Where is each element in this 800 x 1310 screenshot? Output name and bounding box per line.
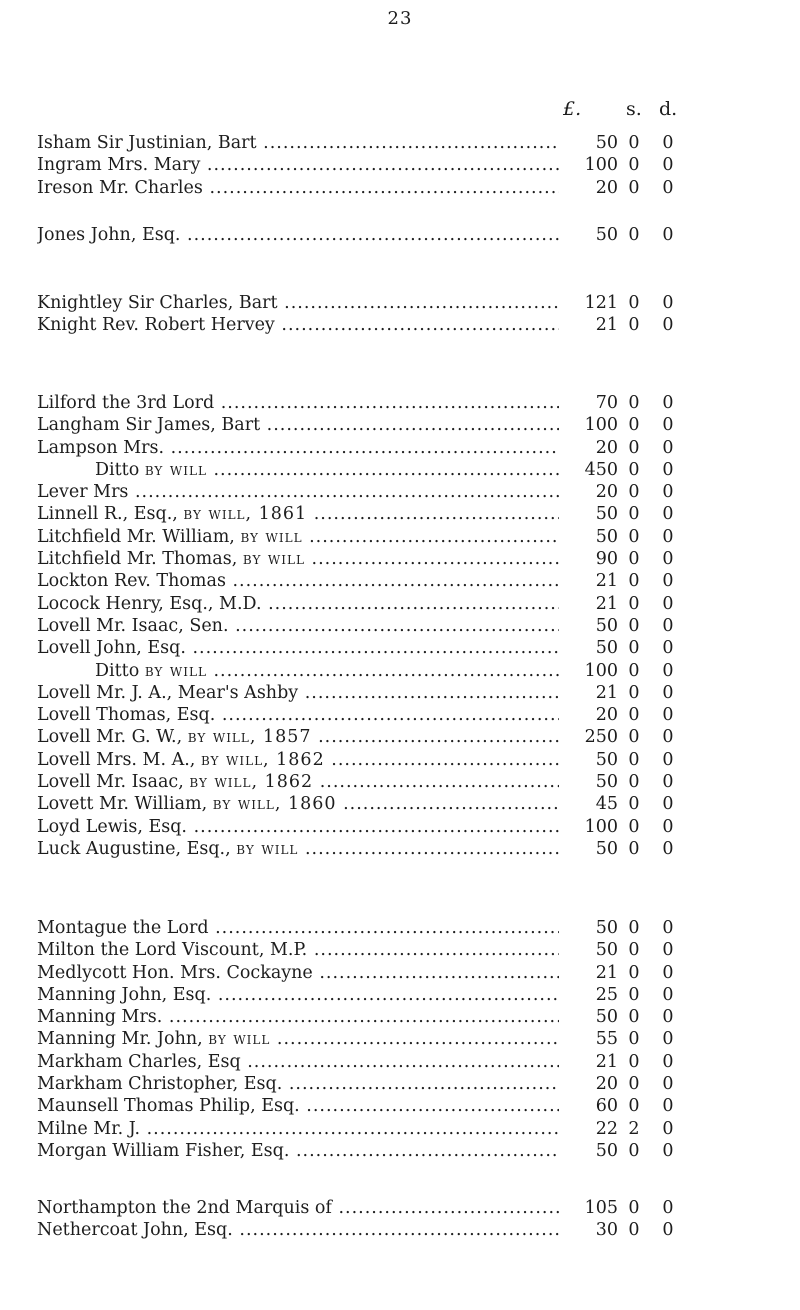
list-item xyxy=(37,917,737,939)
pence-amount: 0 xyxy=(662,1074,674,1095)
pounds-amount: 22 xyxy=(595,1118,618,1139)
pounds-amount: 50 xyxy=(595,504,618,525)
pounds-amount: 20 xyxy=(595,177,618,198)
subscriber-name-text: Montague the Lord xyxy=(37,918,209,938)
pounds-amount: 100 xyxy=(584,415,618,436)
pounds-amount: 50 xyxy=(595,638,618,659)
subscriber-name xyxy=(37,503,559,525)
list-item xyxy=(37,481,737,503)
subscriber-name-text: Lampson Mrs. xyxy=(37,437,165,458)
pence-amount: 0 xyxy=(662,727,674,748)
subscriber-name-text: Medlycott Hon. Mrs. Cockayne xyxy=(37,962,313,983)
subscriber-name xyxy=(37,962,559,984)
pence-amount: 0 xyxy=(662,177,674,198)
subscriber-name xyxy=(37,481,559,503)
subscriber-name-text: Ingram Mrs. Mary xyxy=(37,155,201,176)
pence-amount: 0 xyxy=(662,526,674,547)
subscriber-name xyxy=(37,682,559,704)
subscriber-name xyxy=(95,459,559,481)
list-section xyxy=(37,292,737,337)
currency-header xyxy=(0,98,800,122)
shillings-amount: 0 xyxy=(628,526,640,547)
shillings-amount: 0 xyxy=(628,293,640,313)
pounds-amount: 450 xyxy=(584,459,618,480)
list-item xyxy=(37,526,737,548)
shillings-amount: 0 xyxy=(628,705,640,726)
subscriber-name xyxy=(37,414,559,436)
pounds-amount: 21 xyxy=(595,315,618,336)
subscriber-name xyxy=(37,548,559,570)
shillings-amount: 0 xyxy=(628,315,640,336)
pence-amount: 0 xyxy=(662,504,674,525)
shillings-amount: 0 xyxy=(628,918,640,938)
shillings-amount: 0 xyxy=(628,660,640,681)
list-item xyxy=(37,437,737,459)
pounds-amount: 100 xyxy=(584,816,618,837)
shillings-amount: 0 xyxy=(628,772,640,793)
shillings-amount: 0 xyxy=(628,437,640,458)
subscriber-name xyxy=(37,615,559,637)
pounds-amount: 50 xyxy=(595,133,618,153)
shillings-amount: 2 xyxy=(628,1118,640,1139)
subscriber-name-text: Milton the Lord Viscount, M.P. xyxy=(37,940,308,961)
subscriber-name xyxy=(37,984,559,1006)
list-item xyxy=(37,1006,737,1028)
list-section xyxy=(37,917,737,1162)
subscriber-name xyxy=(37,917,559,939)
subscriber-name xyxy=(37,1118,559,1140)
subscriber-name xyxy=(37,132,559,154)
pence-amount: 0 xyxy=(662,984,674,1005)
pounds-amount: 20 xyxy=(595,1074,618,1095)
subscriber-name-text: Lovell John, Esq. xyxy=(37,638,186,659)
list-item xyxy=(37,939,737,961)
list-item xyxy=(37,570,737,592)
shillings-amount: 0 xyxy=(628,749,640,770)
shillings-amount: 0 xyxy=(628,393,640,413)
pence-amount: 0 xyxy=(662,293,674,313)
pence-amount: 0 xyxy=(662,1220,674,1241)
pounds-amount: 70 xyxy=(595,393,618,413)
pounds-amount: 50 xyxy=(595,940,618,961)
pence-amount: 0 xyxy=(662,615,674,636)
pounds-amount: 21 xyxy=(595,1051,618,1072)
list-item xyxy=(37,503,737,525)
shillings-amount: 0 xyxy=(628,1007,640,1028)
bequest-note: by will xyxy=(240,526,303,547)
pence-amount: 0 xyxy=(662,549,674,570)
bequest-note: by will xyxy=(144,660,207,681)
subscriber-name xyxy=(37,593,559,615)
pence-amount: 0 xyxy=(662,1007,674,1028)
subscriber-name-text: Knightley Sir Charles, Bart xyxy=(37,293,278,313)
subscriber-name-text: Ireson Mr. Charles xyxy=(37,177,203,198)
bequest-note: by will xyxy=(144,459,207,480)
bequest-note: by will xyxy=(242,549,305,570)
subscriber-name xyxy=(37,704,559,726)
shillings-amount: 0 xyxy=(628,133,640,153)
subscriber-name xyxy=(37,154,559,176)
shillings-amount: 0 xyxy=(628,682,640,703)
pounds-amount: 90 xyxy=(595,549,618,570)
pounds-amount: 50 xyxy=(595,526,618,547)
subscriber-name xyxy=(37,1051,559,1073)
pence-amount: 0 xyxy=(662,1118,674,1139)
subscriber-name-text: Lever Mrs xyxy=(37,482,129,503)
subscriber-name xyxy=(37,292,559,314)
shillings-amount: 0 xyxy=(628,962,640,983)
subscriber-name xyxy=(37,1006,559,1028)
bequest-note: by will, 1861 xyxy=(183,504,308,525)
subscriber-name xyxy=(37,224,559,246)
list-item xyxy=(37,771,737,793)
pounds-amount: 60 xyxy=(595,1096,618,1117)
subscriber-name xyxy=(37,314,559,336)
subscriber-name-text: Jones John, Esq. xyxy=(37,225,181,245)
pounds-amount: 100 xyxy=(584,660,618,681)
subscriber-name-text: Litchfield Mr. William, xyxy=(37,526,235,547)
pounds-column-header: £. xyxy=(563,98,582,120)
pence-amount: 0 xyxy=(662,1198,674,1218)
subscriber-name-text: Lilford the 3rd Lord xyxy=(37,393,215,413)
subscriber-name xyxy=(37,570,559,592)
subscriber-name xyxy=(37,749,559,771)
pounds-amount: 50 xyxy=(595,772,618,793)
pence-amount: 0 xyxy=(662,918,674,938)
subscriber-name-text: Nethercoat John, Esq. xyxy=(37,1220,233,1241)
subscriber-name-text: Morgan William Fisher, Esq. xyxy=(37,1140,290,1161)
bequest-note: by will xyxy=(236,838,299,859)
pounds-amount: 25 xyxy=(595,984,618,1005)
list-section xyxy=(37,1197,737,1242)
pence-amount: 0 xyxy=(662,749,674,770)
list-item xyxy=(37,749,737,771)
shillings-amount: 0 xyxy=(628,1096,640,1117)
list-item xyxy=(37,314,737,336)
list-item xyxy=(37,615,737,637)
bequest-note: by will, 1862 xyxy=(200,749,325,770)
pounds-amount: 250 xyxy=(584,727,618,748)
subscriber-name xyxy=(37,816,559,838)
pence-amount: 0 xyxy=(662,393,674,413)
subscriber-name xyxy=(37,1028,559,1050)
subscriber-name-text: Ditto xyxy=(95,660,140,681)
list-section xyxy=(37,132,737,199)
pounds-amount: 20 xyxy=(595,705,618,726)
pounds-amount: 50 xyxy=(595,838,618,859)
pounds-amount: 21 xyxy=(595,593,618,614)
list-item xyxy=(37,224,737,246)
subscriber-name-text: Linnell R., Esq., xyxy=(37,504,178,525)
shillings-amount: 0 xyxy=(628,1051,640,1072)
list-item xyxy=(37,962,737,984)
subscriber-name-text: Knight Rev. Robert Hervey xyxy=(37,315,275,336)
subscriber-name xyxy=(37,1073,559,1095)
subscriber-name-text: Lovett Mr. William, xyxy=(37,794,208,815)
shillings-amount: 0 xyxy=(628,155,640,176)
shillings-amount: 0 xyxy=(628,794,640,815)
subscriber-name-text: Lovell Mr. G. W., xyxy=(37,727,183,748)
subscriber-name xyxy=(37,939,559,961)
subscriber-name-text: Langham Sir James, Bart xyxy=(37,415,261,436)
list-item xyxy=(37,593,737,615)
pounds-amount: 50 xyxy=(595,1140,618,1161)
shillings-amount: 0 xyxy=(628,504,640,525)
pounds-amount: 55 xyxy=(595,1029,618,1050)
list-section xyxy=(37,224,737,246)
pence-amount: 0 xyxy=(662,1029,674,1050)
list-item xyxy=(37,726,737,748)
shillings-amount: 0 xyxy=(628,549,640,570)
pence-amount: 0 xyxy=(662,772,674,793)
pence-amount: 0 xyxy=(662,225,674,245)
page-number: 23 xyxy=(387,8,413,29)
shillings-amount: 0 xyxy=(628,459,640,480)
subscriber-name xyxy=(37,771,559,793)
list-item xyxy=(37,177,737,199)
subscriber-name-text: Lovell Mr. Isaac, Sen. xyxy=(37,615,229,636)
shillings-amount: 0 xyxy=(628,415,640,436)
list-item xyxy=(37,414,737,436)
subscriber-name-text: Lovell Mrs. M. A., xyxy=(37,749,196,770)
shillings-amount: 0 xyxy=(628,816,640,837)
subscriber-name-text: Litchfield Mr. Thomas, xyxy=(37,549,238,570)
pence-amount: 0 xyxy=(662,482,674,503)
subscriber-name xyxy=(37,177,559,199)
pence-amount: 0 xyxy=(662,705,674,726)
list-item xyxy=(37,637,737,659)
shillings-column-header: s. xyxy=(626,98,642,120)
shillings-amount: 0 xyxy=(628,984,640,1005)
pence-amount: 0 xyxy=(662,682,674,703)
pence-amount: 0 xyxy=(662,838,674,859)
shillings-amount: 0 xyxy=(628,940,640,961)
pence-amount: 0 xyxy=(662,1140,674,1161)
subscriber-name-text: Isham Sir Justinian, Bart xyxy=(37,133,257,153)
pence-amount: 0 xyxy=(662,459,674,480)
shillings-amount: 0 xyxy=(628,615,640,636)
list-item xyxy=(37,1095,737,1117)
subscriber-name-text: Manning Mrs. xyxy=(37,1007,163,1028)
subscriber-name-text: Markham Charles, Esq xyxy=(37,1051,241,1072)
list-item xyxy=(37,1197,737,1219)
pence-amount: 0 xyxy=(662,315,674,336)
pounds-amount: 105 xyxy=(584,1198,618,1218)
shillings-amount: 0 xyxy=(628,838,640,859)
list-item xyxy=(37,459,737,481)
list-item xyxy=(37,1140,737,1162)
subscriber-name xyxy=(37,726,559,748)
list-item xyxy=(37,1219,737,1241)
list-item xyxy=(37,1073,737,1095)
pence-amount: 0 xyxy=(662,962,674,983)
pounds-amount: 21 xyxy=(595,962,618,983)
pounds-amount: 100 xyxy=(584,155,618,176)
list-item xyxy=(37,292,737,314)
pence-amount: 0 xyxy=(662,660,674,681)
shillings-amount: 0 xyxy=(628,1198,640,1218)
shillings-amount: 0 xyxy=(628,225,640,245)
subscriber-name-text: Manning Mr. John, xyxy=(37,1029,203,1050)
pounds-amount: 20 xyxy=(595,437,618,458)
subscriber-name xyxy=(37,1140,559,1162)
subscriber-name-text: Lovell Mr. J. A., Mear's Ashby xyxy=(37,682,299,703)
bequest-note: by will, 1857 xyxy=(187,727,312,748)
list-item xyxy=(37,682,737,704)
shillings-amount: 0 xyxy=(628,482,640,503)
subscriber-name-text: Ditto xyxy=(95,459,140,480)
pence-amount: 0 xyxy=(662,571,674,592)
subscriber-name-text: Northampton the 2nd Marquis of xyxy=(37,1198,332,1218)
shillings-amount: 0 xyxy=(628,1140,640,1161)
shillings-amount: 0 xyxy=(628,177,640,198)
pounds-amount: 21 xyxy=(595,682,618,703)
shillings-amount: 0 xyxy=(628,593,640,614)
pounds-amount: 50 xyxy=(595,1007,618,1028)
list-item xyxy=(37,984,737,1006)
pounds-amount: 50 xyxy=(595,749,618,770)
subscriber-name xyxy=(37,1197,559,1219)
list-item xyxy=(37,838,737,860)
subscriber-name-text: Loyd Lewis, Esq. xyxy=(37,816,187,837)
list-item xyxy=(37,704,737,726)
pounds-amount: 21 xyxy=(595,571,618,592)
bequest-note: by will, 1862 xyxy=(189,772,314,793)
subscriber-name-text: Locock Henry, Esq., M.D. xyxy=(37,593,262,614)
pence-amount: 0 xyxy=(662,437,674,458)
list-item xyxy=(37,793,737,815)
shillings-amount: 0 xyxy=(628,638,640,659)
subscriber-name xyxy=(37,637,559,659)
subscriber-name-text: Maunsell Thomas Philip, Esq. xyxy=(37,1096,300,1117)
list-item xyxy=(37,392,737,414)
list-item xyxy=(37,1028,737,1050)
subscriber-name xyxy=(37,437,559,459)
pounds-amount: 50 xyxy=(595,225,618,245)
pounds-amount: 20 xyxy=(595,482,618,503)
subscriber-name-text: Lockton Rev. Thomas xyxy=(37,571,226,592)
list-item xyxy=(37,1051,737,1073)
shillings-amount: 0 xyxy=(628,1220,640,1241)
pounds-amount: 30 xyxy=(595,1220,618,1241)
shillings-amount: 0 xyxy=(628,571,640,592)
list-item xyxy=(37,1118,737,1140)
pence-amount: 0 xyxy=(662,794,674,815)
subscriber-name xyxy=(37,526,559,548)
list-item xyxy=(37,660,737,682)
list-item xyxy=(37,548,737,570)
subscriber-name-text: Manning John, Esq. xyxy=(37,984,212,1005)
pounds-amount: 121 xyxy=(584,293,618,313)
list-section xyxy=(37,392,737,860)
subscriber-name-text: Markham Christopher, Esq. xyxy=(37,1074,283,1095)
subscriber-name xyxy=(37,793,559,815)
subscriber-name-text: Lovell Thomas, Esq. xyxy=(37,705,216,726)
subscriber-name xyxy=(95,660,559,682)
subscriber-name xyxy=(37,392,559,414)
shillings-amount: 0 xyxy=(628,1029,640,1050)
subscriber-name xyxy=(37,1095,559,1117)
pence-column-header: d. xyxy=(659,98,678,120)
list-item xyxy=(37,132,737,154)
shillings-amount: 0 xyxy=(628,727,640,748)
bequest-note: by will xyxy=(208,1029,271,1050)
subscriber-name-text: Luck Augustine, Esq., xyxy=(37,838,231,859)
pence-amount: 0 xyxy=(662,1051,674,1072)
pence-amount: 0 xyxy=(662,155,674,176)
pence-amount: 0 xyxy=(662,133,674,153)
subscriber-name-text: Lovell Mr. Isaac, xyxy=(37,772,184,793)
pounds-amount: 45 xyxy=(595,794,618,815)
pence-amount: 0 xyxy=(662,1096,674,1117)
pence-amount: 0 xyxy=(662,415,674,436)
shillings-amount: 0 xyxy=(628,1074,640,1095)
subscriber-name xyxy=(37,1219,559,1241)
pence-amount: 0 xyxy=(662,593,674,614)
subscriber-name-text: Milne Mr. J. xyxy=(37,1118,141,1139)
bequest-note: by will, 1860 xyxy=(212,794,337,815)
list-item xyxy=(37,154,737,176)
pounds-amount: 50 xyxy=(595,615,618,636)
subscriber-name xyxy=(37,838,559,860)
pence-amount: 0 xyxy=(662,940,674,961)
pounds-amount: 50 xyxy=(595,918,618,938)
list-item xyxy=(37,816,737,838)
pence-amount: 0 xyxy=(662,816,674,837)
pence-amount: 0 xyxy=(662,638,674,659)
